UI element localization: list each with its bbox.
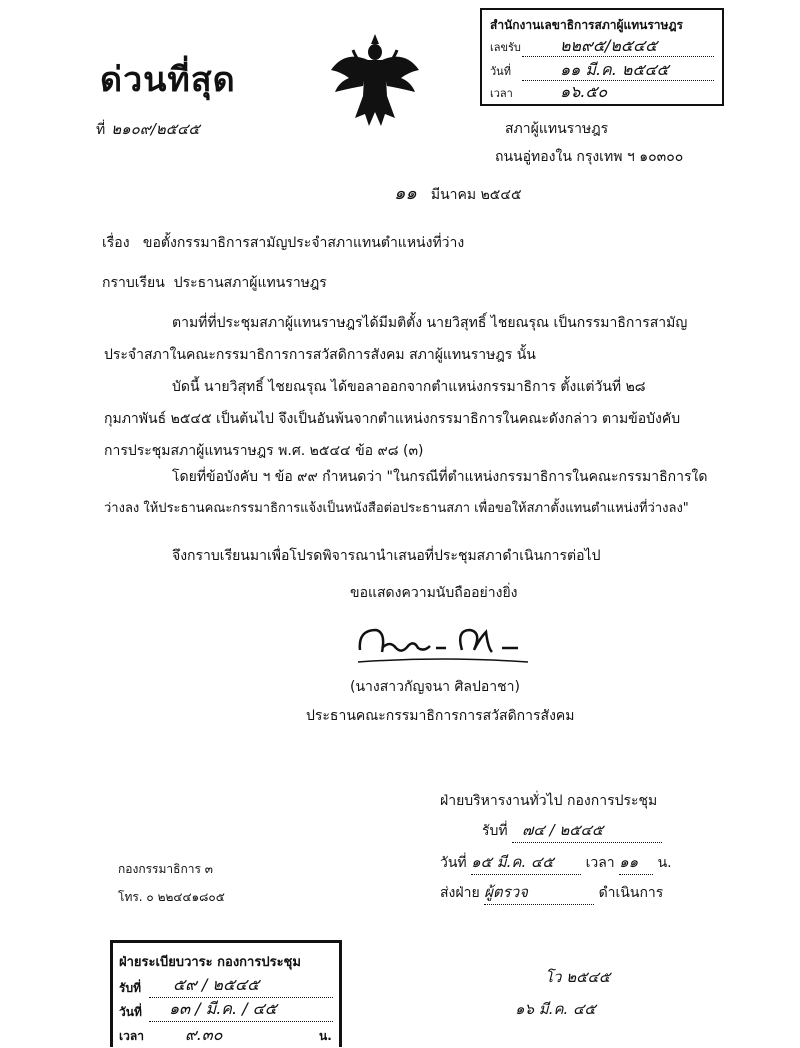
meeting-line2-time-value: ๑๑: [619, 850, 653, 875]
subject-line: [102, 232, 464, 254]
document-number-value: ๒๑๐๙/๒๕๔๕: [111, 120, 200, 138]
document-number: [96, 115, 200, 141]
body-line-1: ตามที่ที่ประชุมสภาผู้แทนราษฎรได้มีมติตั้ง นายวิสุทธิ์ ไชยณรุณ เป็นกรรมาธิการสามัญ: [172, 315, 688, 331]
letter-date-month-year: มีนาคม ๒๕๔๕: [430, 187, 522, 203]
closing: ขอแสดงความนับถืออย่างยิ่ง: [350, 585, 518, 601]
meeting-stamp-line1: [482, 818, 662, 843]
meeting-line2-label: วันที่: [440, 855, 467, 871]
body-line-3: บัดนี้ นายวิสุทธิ์ ไชยณรุณ ได้ขอลาออกจากตำแหน่งกรรมาธิการ ตั้งแต่วันที่ ๒๘: [172, 379, 646, 395]
receipt-value-time: ๑๖.๕๐: [560, 82, 608, 101]
receipt-label-number: เลขรับ: [490, 41, 521, 54]
body-line-4: กุมภาพันธ์ ๒๕๔๕ เป็นต้นไป จึงเป็นอันพ้นจากตำแหน่งกรรมาธิการในคณะดังกล่าว ตามข้อบังคับ: [104, 411, 681, 427]
urgency-label: ด่วนที่สุด: [100, 60, 236, 100]
meeting-line3-label: ส่งฝ่าย: [440, 885, 480, 901]
handnote-line2: ๑๖ มี.ค. ๔๕: [515, 1000, 596, 1018]
registry-label-time: เวลา: [119, 1029, 144, 1043]
signature-icon: [352, 618, 532, 668]
signer-name: (นางสาวกัญจนา ศิลปอาชา): [350, 679, 520, 695]
letter-date-day: ๑๑: [394, 183, 417, 204]
receipt-value-date: ๑๑ มี.ค. ๒๕๔๕: [560, 60, 669, 79]
registry-stamp-title: ฝ่ายระเบียบวาระ กองการประชุม: [119, 955, 301, 970]
letter-date: [394, 178, 522, 207]
receipt-label-date: วันที่: [490, 65, 511, 78]
registry-stamp: [110, 940, 342, 1047]
registry-value-number: ๕๙ / ๒๕๔๕: [173, 975, 260, 994]
body-line-8: จึงกราบเรียนมาเพื่อโปรดพิจารณานำเสนอที่ประชุมสภาดำเนินการต่อไป: [172, 548, 601, 564]
receipt-label-time: เวลา: [490, 87, 513, 100]
meeting-line1-value: ๗๔ / ๒๕๔๕: [512, 818, 662, 843]
body-line-5: การประชุมสภาผู้แทนราษฎร พ.ศ. ๒๕๔๔ ข้อ ๙๘ (๓): [104, 443, 424, 459]
meeting-line2-suffix: น.: [657, 855, 672, 871]
body-line-6: โดยที่ข้อบังคับ ฯ ข้อ ๙๙ กำหนดว่า "ในกรณีที่ตำแหน่งกรรมาธิการในคณะกรรมาธิการใด: [172, 469, 708, 485]
body-line-7: ว่างลง ให้ประธานคณะกรรมาธิการแจ้งเป็นหนังสือต่อประธานสภา เพื่อขอให้สภาตั้งแทนตำแหน่งที่ว่างลง": [104, 501, 689, 516]
handnote-line1: โว ๒๕๔๕: [545, 968, 611, 986]
salutation-label: กราบเรียน: [102, 275, 165, 291]
meeting-stamp-line3: [440, 880, 663, 905]
registry-value-time: ๙.๓๐: [185, 1025, 223, 1044]
receipt-value-number: ๒๒๙๕/๒๕๔๕: [560, 36, 658, 55]
registry-value-date: ๑๓ / มี.ค. / ๔๕: [169, 999, 277, 1018]
meeting-line3-suffix: ดำเนินการ: [598, 885, 664, 901]
salutation-text: ประธานสภาผู้แทนราษฎร: [173, 275, 327, 291]
phone: โทร. ๐ ๒๒๔๔๑๘๐๕: [118, 890, 225, 904]
signer-title: ประธานคณะกรรมาธิการการสวัสดิการสังคม: [306, 708, 575, 724]
receipt-stamp-title: สำนักงานเลขาธิการสภาผู้แทนราษฎร: [490, 18, 683, 32]
meeting-line2-value: ๑๕ มี.ค. ๔๕: [471, 850, 581, 875]
registry-label-date: วันที่: [119, 1005, 142, 1019]
meeting-stamp-title: ฝ่ายบริหารงานทั่วไป กองการประชุม: [440, 793, 658, 809]
meeting-line1-label: รับที่: [482, 823, 508, 839]
registry-label-number: รับที่: [119, 981, 141, 995]
subject-text: ขอตั้งกรรมาธิการสามัญประจำสภาแทนตำแหน่งที่ว่าง: [142, 235, 465, 251]
department: กองกรรมาธิการ ๓: [118, 862, 213, 876]
subject-label: เรื่อง: [102, 235, 130, 251]
document-number-prefix: ที่: [96, 122, 106, 138]
receipt-stamp: [480, 8, 724, 106]
meeting-line2-time-label: เวลา: [585, 855, 615, 871]
meeting-line3-value: ผู้ตรวจ: [484, 880, 594, 905]
salutation-line: [102, 272, 327, 294]
body-line-2: ประจำสภาในคณะกรรมาธิการการสวัสดิการสังคม สภาผู้แทนราษฎร นั้น: [104, 347, 536, 363]
registry-suffix: น.: [319, 1029, 332, 1043]
garuda-emblem-icon: [325, 30, 425, 130]
sender-org: สภาผู้แทนราษฎร: [505, 121, 609, 137]
sender-address: ถนนอู่ทองใน กรุงเทพ ฯ ๑๐๓๐๐: [495, 149, 684, 165]
meeting-stamp-line2: [440, 850, 672, 875]
